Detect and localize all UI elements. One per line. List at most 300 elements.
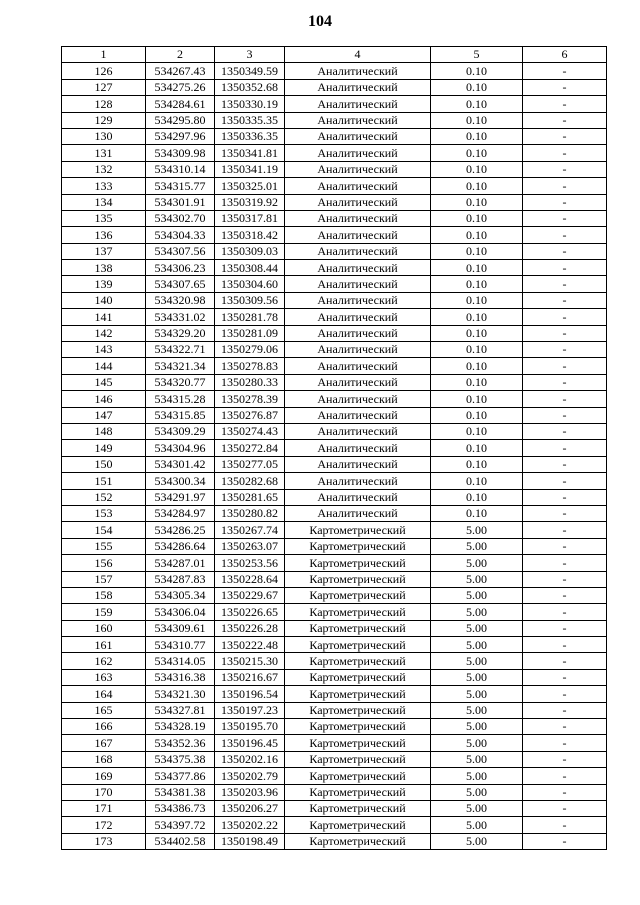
table-row <box>62 604 607 620</box>
table-row <box>62 374 607 390</box>
point-number-cell: 172 <box>62 817 146 833</box>
table-row <box>62 735 607 751</box>
table-row <box>62 784 607 800</box>
x-coordinate-cell: 534306.04 <box>146 604 215 620</box>
x-coordinate-cell: 534329.20 <box>146 325 215 341</box>
note-cell: - <box>523 817 607 833</box>
note-cell: - <box>523 161 607 177</box>
accuracy-cell: 0.10 <box>431 505 523 521</box>
point-number-cell: 153 <box>62 505 146 521</box>
y-coordinate-cell: 1350280.82 <box>215 505 285 521</box>
note-cell: - <box>523 604 607 620</box>
x-coordinate-cell: 534352.36 <box>146 735 215 751</box>
method-cell: Аналитический <box>285 391 431 407</box>
table-row <box>62 620 607 636</box>
table-header <box>62 47 607 63</box>
accuracy-cell: 0.10 <box>431 358 523 374</box>
y-coordinate-cell: 1350281.78 <box>215 309 285 325</box>
note-cell: - <box>523 833 607 849</box>
table-row <box>62 358 607 374</box>
method-cell: Аналитический <box>285 260 431 276</box>
y-coordinate-cell: 1350349.59 <box>215 63 285 79</box>
table-row <box>62 702 607 718</box>
x-coordinate-cell: 534315.85 <box>146 407 215 423</box>
accuracy-cell: 0.10 <box>431 309 523 325</box>
x-coordinate-cell: 534295.80 <box>146 112 215 128</box>
table-row <box>62 112 607 128</box>
accuracy-cell: 0.10 <box>431 260 523 276</box>
point-number-cell: 151 <box>62 473 146 489</box>
note-cell: - <box>523 768 607 784</box>
note-cell: - <box>523 194 607 210</box>
x-coordinate-cell: 534300.34 <box>146 473 215 489</box>
accuracy-cell: 5.00 <box>431 587 523 603</box>
method-cell: Картометрический <box>285 768 431 784</box>
table-row <box>62 538 607 554</box>
x-coordinate-cell: 534301.91 <box>146 194 215 210</box>
method-cell: Аналитический <box>285 161 431 177</box>
x-coordinate-cell: 534397.72 <box>146 817 215 833</box>
method-cell: Картометрический <box>285 784 431 800</box>
note-cell: - <box>523 210 607 226</box>
point-number-cell: 150 <box>62 456 146 472</box>
method-cell: Аналитический <box>285 194 431 210</box>
table-row <box>62 686 607 702</box>
table-row <box>62 473 607 489</box>
table-row <box>62 637 607 653</box>
table-row <box>62 276 607 292</box>
column-header: 4 <box>285 47 431 63</box>
method-cell: Аналитический <box>285 407 431 423</box>
point-number-cell: 146 <box>62 391 146 407</box>
point-number-cell: 157 <box>62 571 146 587</box>
x-coordinate-cell: 534305.34 <box>146 587 215 603</box>
x-coordinate-cell: 534291.97 <box>146 489 215 505</box>
x-coordinate-cell: 534301.42 <box>146 456 215 472</box>
note-cell: - <box>523 358 607 374</box>
note-cell: - <box>523 260 607 276</box>
x-coordinate-cell: 534302.70 <box>146 210 215 226</box>
method-cell: Картометрический <box>285 587 431 603</box>
point-number-cell: 135 <box>62 210 146 226</box>
table-row <box>62 817 607 833</box>
note-cell: - <box>523 620 607 636</box>
point-number-cell: 140 <box>62 292 146 308</box>
y-coordinate-cell: 1350330.19 <box>215 96 285 112</box>
point-number-cell: 171 <box>62 800 146 816</box>
accuracy-cell: 0.10 <box>431 178 523 194</box>
y-coordinate-cell: 1350341.19 <box>215 161 285 177</box>
note-cell: - <box>523 309 607 325</box>
x-coordinate-cell: 534381.38 <box>146 784 215 800</box>
point-number-cell: 139 <box>62 276 146 292</box>
accuracy-cell: 0.10 <box>431 227 523 243</box>
note-cell: - <box>523 96 607 112</box>
point-number-cell: 130 <box>62 128 146 144</box>
accuracy-cell: 5.00 <box>431 800 523 816</box>
point-number-cell: 165 <box>62 702 146 718</box>
note-cell: - <box>523 178 607 194</box>
note-cell: - <box>523 325 607 341</box>
y-coordinate-cell: 1350202.22 <box>215 817 285 833</box>
x-coordinate-cell: 534297.96 <box>146 128 215 144</box>
x-coordinate-cell: 534310.14 <box>146 161 215 177</box>
table-row <box>62 227 607 243</box>
x-coordinate-cell: 534275.26 <box>146 79 215 95</box>
note-cell: - <box>523 342 607 358</box>
accuracy-cell: 5.00 <box>431 768 523 784</box>
note-cell: - <box>523 800 607 816</box>
x-coordinate-cell: 534286.25 <box>146 522 215 538</box>
note-cell: - <box>523 489 607 505</box>
coordinates-table <box>61 46 607 850</box>
y-coordinate-cell: 1350202.79 <box>215 768 285 784</box>
y-coordinate-cell: 1350222.48 <box>215 637 285 653</box>
table-row <box>62 489 607 505</box>
x-coordinate-cell: 534316.38 <box>146 669 215 685</box>
x-coordinate-cell: 534286.64 <box>146 538 215 554</box>
y-coordinate-cell: 1350203.96 <box>215 784 285 800</box>
accuracy-cell: 5.00 <box>431 571 523 587</box>
accuracy-cell: 0.10 <box>431 128 523 144</box>
note-cell: - <box>523 637 607 653</box>
accuracy-cell: 5.00 <box>431 522 523 538</box>
method-cell: Картометрический <box>285 571 431 587</box>
note-cell: - <box>523 391 607 407</box>
point-number-cell: 127 <box>62 79 146 95</box>
y-coordinate-cell: 1350274.43 <box>215 423 285 439</box>
accuracy-cell: 0.10 <box>431 374 523 390</box>
point-number-cell: 147 <box>62 407 146 423</box>
note-cell: - <box>523 407 607 423</box>
method-cell: Аналитический <box>285 358 431 374</box>
x-coordinate-cell: 534284.97 <box>146 505 215 521</box>
table-row <box>62 292 607 308</box>
point-number-cell: 155 <box>62 538 146 554</box>
point-number-cell: 169 <box>62 768 146 784</box>
table-row <box>62 210 607 226</box>
x-coordinate-cell: 534320.98 <box>146 292 215 308</box>
x-coordinate-cell: 534309.98 <box>146 145 215 161</box>
accuracy-cell: 0.10 <box>431 292 523 308</box>
note-cell: - <box>523 374 607 390</box>
point-number-cell: 142 <box>62 325 146 341</box>
table-row <box>62 96 607 112</box>
accuracy-cell: 0.10 <box>431 63 523 79</box>
point-number-cell: 158 <box>62 587 146 603</box>
y-coordinate-cell: 1350278.83 <box>215 358 285 374</box>
y-coordinate-cell: 1350309.03 <box>215 243 285 259</box>
y-coordinate-cell: 1350304.60 <box>215 276 285 292</box>
table-row <box>62 751 607 767</box>
table-row <box>62 653 607 669</box>
point-number-cell: 156 <box>62 555 146 571</box>
accuracy-cell: 0.10 <box>431 489 523 505</box>
point-number-cell: 149 <box>62 440 146 456</box>
point-number-cell: 167 <box>62 735 146 751</box>
column-header: 2 <box>146 47 215 63</box>
accuracy-cell: 5.00 <box>431 784 523 800</box>
point-number-cell: 166 <box>62 719 146 735</box>
y-coordinate-cell: 1350325.01 <box>215 178 285 194</box>
y-coordinate-cell: 1350281.65 <box>215 489 285 505</box>
table-row <box>62 407 607 423</box>
point-number-cell: 133 <box>62 178 146 194</box>
table-row <box>62 178 607 194</box>
accuracy-cell: 5.00 <box>431 833 523 849</box>
x-coordinate-cell: 534315.77 <box>146 178 215 194</box>
note-cell: - <box>523 112 607 128</box>
point-number-cell: 138 <box>62 260 146 276</box>
accuracy-cell: 5.00 <box>431 735 523 751</box>
y-coordinate-cell: 1350196.54 <box>215 686 285 702</box>
table-row <box>62 260 607 276</box>
accuracy-cell: 0.10 <box>431 342 523 358</box>
table-row <box>62 571 607 587</box>
y-coordinate-cell: 1350280.33 <box>215 374 285 390</box>
column-header: 3 <box>215 47 285 63</box>
accuracy-cell: 0.10 <box>431 391 523 407</box>
y-coordinate-cell: 1350308.44 <box>215 260 285 276</box>
method-cell: Аналитический <box>285 456 431 472</box>
method-cell: Аналитический <box>285 243 431 259</box>
x-coordinate-cell: 534309.61 <box>146 620 215 636</box>
point-number-cell: 152 <box>62 489 146 505</box>
x-coordinate-cell: 534375.38 <box>146 751 215 767</box>
y-coordinate-cell: 1350215.30 <box>215 653 285 669</box>
x-coordinate-cell: 534328.19 <box>146 719 215 735</box>
y-coordinate-cell: 1350309.56 <box>215 292 285 308</box>
table-row <box>62 194 607 210</box>
note-cell: - <box>523 735 607 751</box>
note-cell: - <box>523 505 607 521</box>
point-number-cell: 159 <box>62 604 146 620</box>
method-cell: Картометрический <box>285 686 431 702</box>
y-coordinate-cell: 1350226.28 <box>215 620 285 636</box>
x-coordinate-cell: 534320.77 <box>146 374 215 390</box>
x-coordinate-cell: 534315.28 <box>146 391 215 407</box>
accuracy-cell: 5.00 <box>431 620 523 636</box>
method-cell: Аналитический <box>285 342 431 358</box>
table-row <box>62 423 607 439</box>
method-cell: Картометрический <box>285 555 431 571</box>
y-coordinate-cell: 1350278.39 <box>215 391 285 407</box>
note-cell: - <box>523 128 607 144</box>
method-cell: Аналитический <box>285 440 431 456</box>
accuracy-cell: 0.10 <box>431 325 523 341</box>
y-coordinate-cell: 1350197.23 <box>215 702 285 718</box>
note-cell: - <box>523 473 607 489</box>
y-coordinate-cell: 1350267.74 <box>215 522 285 538</box>
y-coordinate-cell: 1350277.05 <box>215 456 285 472</box>
method-cell: Аналитический <box>285 63 431 79</box>
method-cell: Картометрический <box>285 833 431 849</box>
y-coordinate-cell: 1350228.64 <box>215 571 285 587</box>
accuracy-cell: 0.10 <box>431 161 523 177</box>
method-cell: Картометрический <box>285 719 431 735</box>
method-cell: Аналитический <box>285 96 431 112</box>
point-number-cell: 163 <box>62 669 146 685</box>
note-cell: - <box>523 243 607 259</box>
x-coordinate-cell: 534304.96 <box>146 440 215 456</box>
y-coordinate-cell: 1350282.68 <box>215 473 285 489</box>
point-number-cell: 173 <box>62 833 146 849</box>
accuracy-cell: 5.00 <box>431 653 523 669</box>
method-cell: Картометрический <box>285 604 431 620</box>
note-cell: - <box>523 456 607 472</box>
note-cell: - <box>523 719 607 735</box>
method-cell: Аналитический <box>285 374 431 390</box>
table-row <box>62 243 607 259</box>
table-row <box>62 833 607 849</box>
point-number-cell: 164 <box>62 686 146 702</box>
table-row <box>62 161 607 177</box>
method-cell: Картометрический <box>285 522 431 538</box>
x-coordinate-cell: 534314.05 <box>146 653 215 669</box>
point-number-cell: 162 <box>62 653 146 669</box>
point-number-cell: 145 <box>62 374 146 390</box>
table-row <box>62 309 607 325</box>
x-coordinate-cell: 534307.56 <box>146 243 215 259</box>
y-coordinate-cell: 1350202.16 <box>215 751 285 767</box>
note-cell: - <box>523 538 607 554</box>
table-row <box>62 768 607 784</box>
y-coordinate-cell: 1350198.49 <box>215 833 285 849</box>
point-number-cell: 141 <box>62 309 146 325</box>
accuracy-cell: 0.10 <box>431 276 523 292</box>
y-coordinate-cell: 1350335.35 <box>215 112 285 128</box>
table-row <box>62 800 607 816</box>
accuracy-cell: 5.00 <box>431 538 523 554</box>
note-cell: - <box>523 555 607 571</box>
accuracy-cell: 0.10 <box>431 145 523 161</box>
point-number-cell: 136 <box>62 227 146 243</box>
x-coordinate-cell: 534309.29 <box>146 423 215 439</box>
point-number-cell: 137 <box>62 243 146 259</box>
table-body <box>62 63 607 850</box>
method-cell: Аналитический <box>285 325 431 341</box>
note-cell: - <box>523 571 607 587</box>
note-cell: - <box>523 751 607 767</box>
method-cell: Аналитический <box>285 112 431 128</box>
accuracy-cell: 0.10 <box>431 194 523 210</box>
y-coordinate-cell: 1350336.35 <box>215 128 285 144</box>
accuracy-cell: 0.10 <box>431 423 523 439</box>
point-number-cell: 129 <box>62 112 146 128</box>
point-number-cell: 128 <box>62 96 146 112</box>
accuracy-cell: 0.10 <box>431 456 523 472</box>
accuracy-cell: 0.10 <box>431 210 523 226</box>
method-cell: Аналитический <box>285 423 431 439</box>
method-cell: Аналитический <box>285 473 431 489</box>
y-coordinate-cell: 1350263.07 <box>215 538 285 554</box>
table-row <box>62 79 607 95</box>
x-coordinate-cell: 534321.34 <box>146 358 215 374</box>
x-coordinate-cell: 534287.83 <box>146 571 215 587</box>
method-cell: Аналитический <box>285 292 431 308</box>
note-cell: - <box>523 587 607 603</box>
point-number-cell: 148 <box>62 423 146 439</box>
note-cell: - <box>523 227 607 243</box>
column-header: 1 <box>62 47 146 63</box>
x-coordinate-cell: 534307.65 <box>146 276 215 292</box>
point-number-cell: 170 <box>62 784 146 800</box>
x-coordinate-cell: 534306.23 <box>146 260 215 276</box>
table-row <box>62 522 607 538</box>
point-number-cell: 154 <box>62 522 146 538</box>
method-cell: Аналитический <box>285 309 431 325</box>
y-coordinate-cell: 1350206.27 <box>215 800 285 816</box>
accuracy-cell: 5.00 <box>431 702 523 718</box>
table-row <box>62 456 607 472</box>
y-coordinate-cell: 1350226.65 <box>215 604 285 620</box>
x-coordinate-cell: 534267.43 <box>146 63 215 79</box>
point-number-cell: 161 <box>62 637 146 653</box>
method-cell: Аналитический <box>285 145 431 161</box>
accuracy-cell: 0.10 <box>431 79 523 95</box>
note-cell: - <box>523 63 607 79</box>
point-number-cell: 132 <box>62 161 146 177</box>
column-header: 6 <box>523 47 607 63</box>
table-row <box>62 555 607 571</box>
y-coordinate-cell: 1350253.56 <box>215 555 285 571</box>
method-cell: Картометрический <box>285 637 431 653</box>
method-cell: Картометрический <box>285 751 431 767</box>
point-number-cell: 168 <box>62 751 146 767</box>
header-row <box>62 47 607 63</box>
point-number-cell: 126 <box>62 63 146 79</box>
accuracy-cell: 0.10 <box>431 440 523 456</box>
method-cell: Аналитический <box>285 505 431 521</box>
point-number-cell: 134 <box>62 194 146 210</box>
point-number-cell: 143 <box>62 342 146 358</box>
note-cell: - <box>523 79 607 95</box>
note-cell: - <box>523 292 607 308</box>
accuracy-cell: 5.00 <box>431 669 523 685</box>
accuracy-cell: 5.00 <box>431 686 523 702</box>
accuracy-cell: 0.10 <box>431 112 523 128</box>
point-number-cell: 131 <box>62 145 146 161</box>
y-coordinate-cell: 1350318.42 <box>215 227 285 243</box>
x-coordinate-cell: 534284.61 <box>146 96 215 112</box>
method-cell: Картометрический <box>285 735 431 751</box>
y-coordinate-cell: 1350319.92 <box>215 194 285 210</box>
table-row <box>62 63 607 79</box>
accuracy-cell: 0.10 <box>431 96 523 112</box>
method-cell: Аналитический <box>285 178 431 194</box>
x-coordinate-cell: 534386.73 <box>146 800 215 816</box>
accuracy-cell: 0.10 <box>431 473 523 489</box>
y-coordinate-cell: 1350216.67 <box>215 669 285 685</box>
x-coordinate-cell: 534321.30 <box>146 686 215 702</box>
note-cell: - <box>523 686 607 702</box>
x-coordinate-cell: 534310.77 <box>146 637 215 653</box>
note-cell: - <box>523 522 607 538</box>
method-cell: Аналитический <box>285 210 431 226</box>
method-cell: Аналитический <box>285 489 431 505</box>
method-cell: Аналитический <box>285 227 431 243</box>
note-cell: - <box>523 145 607 161</box>
note-cell: - <box>523 702 607 718</box>
method-cell: Картометрический <box>285 817 431 833</box>
method-cell: Картометрический <box>285 653 431 669</box>
table-row <box>62 505 607 521</box>
point-number-cell: 144 <box>62 358 146 374</box>
page-number: 104 <box>308 13 332 30</box>
accuracy-cell: 5.00 <box>431 637 523 653</box>
y-coordinate-cell: 1350317.81 <box>215 210 285 226</box>
note-cell: - <box>523 440 607 456</box>
